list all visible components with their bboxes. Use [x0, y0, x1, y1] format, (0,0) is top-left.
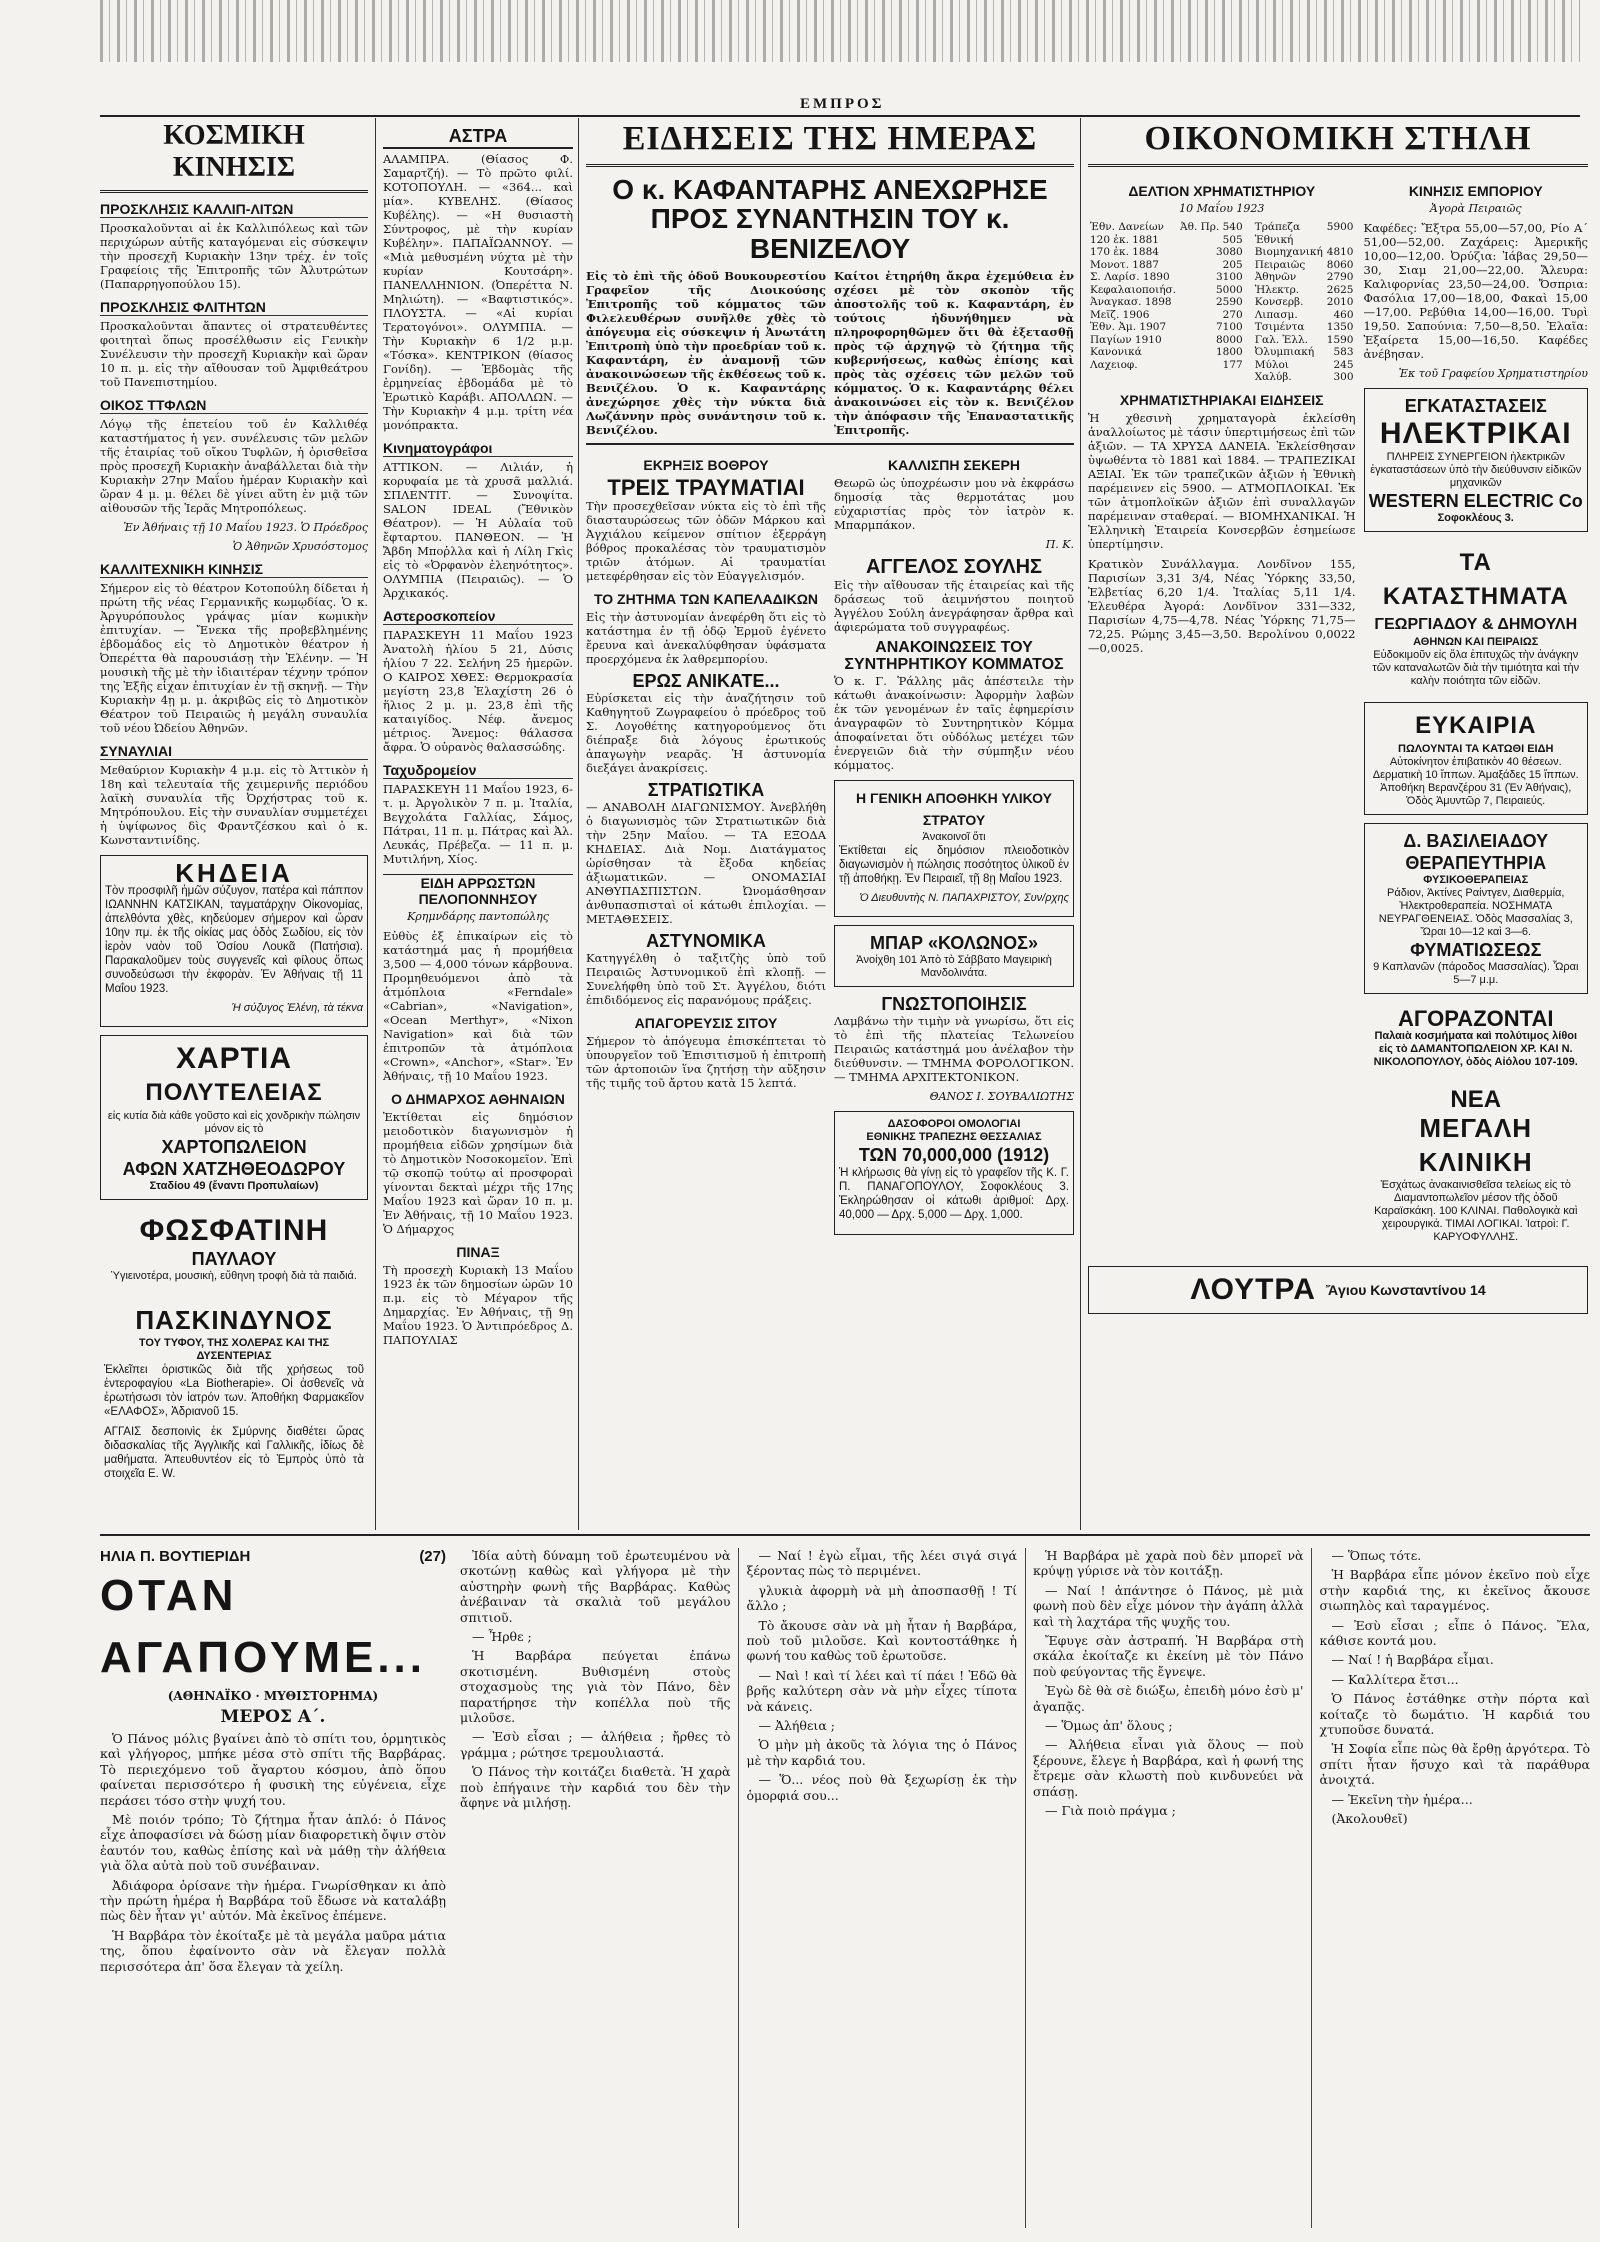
notice-text: Σήμερον εἰς τὸ θέατρον Κοτοπούλη δίδεται ἡ πρώτη τῆς νέας Γερμανικῆς κωμῳδίας. Ὁ κ. Ἀργυρόπουλος γράψας μίαν κωμικὴν ἐπιτυχίαν. — Ἔνεκα τῆς προβεβλημένης ἑβδομάδος εἰς τὸ Δημοτικὸν θέατρον ἡ Ὀπερέττα θὰ παρουσιάσῃ τὴν Ἑλένην. — Ἡ μουσικὴ τῆς μὲ τὴν ἰδιαιτέραν τέχνην τρόπον της Ἐξῆς εἶχαν ἐπιτυχίαν ἐν τῇ σκηνῇ. — Τὴν Κυριακὴν 4ῃ μ. μ. ἀκριβῶς εἰς τὸ Δημοτικὸν Θέατρον τοῦ Πειραιῶς ἡ μεγάλη συναυλία τοῦ νέου Ὠδείου Ἀθηνῶν. [100, 581, 368, 735]
ad-headline: ΘΕΡΑΠΕΥΤΗΡΙΑ [1405, 853, 1547, 873]
ad-shop: ΧΑΡΤΟΠΩΛΕΙΟΝ [161, 1137, 307, 1157]
notice-signature: Ὁ Ἀθηνῶν Χρυσόστομος [232, 540, 368, 553]
serial-intro [100, 1548, 446, 2228]
news-right [834, 449, 1074, 1242]
advertisement-paskindynos [100, 1297, 368, 1493]
serial-paragraph: — Ἐκεῖνη τὴν ἡμέρα... [1331, 1791, 1473, 1807]
bank-title: ΕΘΝΙΚΗΣ ΤΡΑΠΕΖΗΣ ΘΕΣΣΑΛΙΑΣ [866, 1130, 1042, 1143]
ad-headline: ΕΥΚΑΙΡΙΑ [1415, 712, 1537, 739]
rate-row [1253, 221, 1356, 246]
article-text: Λαμβάνω τὴν τιμὴν νὰ γνωρίσω, ὅτι εἰς τὸ ἐπὶ τῆς πλατείας Τελωνείου Πειραιῶς κατάστημά μου ἀνέλαβον τὴν διεύθυνσιν. — ΤΜΗΜΑ ΦΟΡΟΛΟΓΙΚΟΝ. — ΤΜΗΜΑ ΑΡΧΙΤΕΚΤΟΝΙΚΟΝ. [834, 1013, 1074, 1084]
rate-name: Χαλύβ. [1254, 371, 1292, 383]
article-title: ΤΟ ΖΗΤΗΜΑ ΤΩΝ ΚΑΠΕΛΑΔΙΚΩΝ [593, 591, 819, 608]
advertisement-bar [834, 925, 1074, 987]
article-signature: Π. Κ. [1045, 538, 1074, 552]
rate-name: 170 ἐκ. 1884 [1090, 246, 1159, 258]
serial-paragraph: Ἡ Βαρβάρα εἶπε μόνον ἐκεῖνο ποὺ εἶχε στὴν καρδιά της, κι ἐκεῖνος ἄκουσε σιωπηλὸς καὶ ταραγμένος. [1319, 1567, 1590, 1614]
rate-name: Μεῖζ. 1906 [1090, 308, 1150, 321]
serial-paragraph: Ὁ μὴν μὴ ἀκοῦς τὰ λόγια της ὁ Πάνος μὲ τὴν καρδιά του. [746, 1737, 1017, 1768]
rate-row [1253, 321, 1356, 334]
announcement-signature: Ὁ Διευθυντὴς Ν. ΠΑΠΑΧΡΙΣΤΟΥ, Συν/ρχης [859, 891, 1069, 904]
rate-name: 120 ἐκ. 1881 [1090, 233, 1159, 246]
serial-paragraph: — Ἀλήθεια εἶναι γιὰ ὅλους — ποὺ ξέρουνε, ἔλεγε ἡ Βαρβάρα, καὶ ἡ φωνή της ἔτρεμε σὰν κλωστὴ ποὺ κινδυνεύει νὰ σπάσῃ. [1033, 1737, 1304, 1799]
rate-row [1088, 284, 1245, 297]
article-text: Σήμερον τὸ ἀπόγευμα ἐπισκέπτεται τὸ ὑπουργεῖον τοῦ Ἐπισιτισμοῦ ἡ ἐπιτροπὴ τῶν ἀρτοποιῶν ἵνα ζητήσῃ τὴν αὔξησιν τῆς τιμῆς τοῦ ἄρτου κατὰ 15 λεπτά. [586, 1033, 826, 1090]
rate-value: 1350 [1326, 321, 1354, 333]
market-note: Ἐκ τοῦ Γραφείου Χρηματιστηρίου [1398, 367, 1588, 380]
article-title: ΚΑΛΛΙΣΠΗ ΣΕΚΕΡΗ [888, 457, 1020, 474]
column-rule [1080, 118, 1081, 1530]
rate-value: 3100 [1215, 271, 1243, 283]
rate-row [1253, 346, 1356, 359]
lead-story [586, 269, 1074, 443]
section-header-economy: ΟΙΚΟΝΟΜΙΚΗ ΣΤΗΛΗ [1088, 118, 1588, 167]
serial-paragraph: Ὁ Πάνος ἐστάθηκε στὴν πόρτα καὶ κοίταζε τὸ δωμάτιο. Ἡ καρδιά του χτυποῦσε δυνατά. [1319, 1691, 1590, 1738]
serial-columns [460, 1548, 1590, 2228]
advertisement-therapy [1364, 823, 1589, 994]
rate-name: Τσιμέντα [1254, 321, 1305, 333]
rate-value: 8060 [1326, 258, 1354, 271]
article-headline: ΓΝΩΣΤΟΠΟΙΗΣΙΣ [881, 993, 1027, 1014]
article-headline: ΑΓΓΕΛΟΣ ΣΟΥΛΗΣ [865, 556, 1043, 579]
advertisement-eukairia [1364, 702, 1589, 815]
section-header-kosmiki: ΚΟΣΜΙΚΗ ΚΙΝΗΣΙΣ [100, 118, 368, 193]
rate-row [1253, 259, 1356, 272]
notice-title: Ο ΔΗΜΑΡΧΟΣ ΑΘΗΝΑΙΩΝ [391, 1091, 565, 1107]
rates-table [1088, 221, 1245, 371]
serial-paragraph: — Ἐσὺ εἶσαι ; — ἀλήθεια ; ἤρθες τὸ γράμμα ; ρώτησε τρεμουλιαστά. [460, 1729, 731, 1760]
notice-text: Τὴ προσεχὴ Κυριακὴ 13 Μαΐου 1923 ἐκ τῶν δημοσίων ὡρῶν 10 π.μ. εἰς τὸ Μέγαρον τῆς Δημαρχίας. Ἐν Ἀθήναις, τῇ 9ῃ Μαΐου 1923. Ὁ Ἀντιπρόεδρος Δ. ΠΑΠΟΥΛΙΑΣ [383, 1263, 573, 1347]
market-title: ΚΙΝΗΣΙΣ ΕΜΠΟΡΙΟΥ [1408, 183, 1543, 199]
rate-value: 583 [1333, 346, 1354, 358]
serial-paragraph: Ἰδία αὐτὴ δύναμη τοῦ ἐρωτευμένου νὰ σκοτώνῃ καθὼς καὶ γλήγορα μὲ τὴν αὐστηρὴν φωνὴ τῆς Βαρβάρας. Καθὼς ἀνέβαιναν τὰ σκαλιὰ τοῦ μεγάλου σπιτιοῦ. [460, 1548, 731, 1625]
ad-text: Παλαιὰ κοσμήματα καὶ πολύτιμος λίθοι εἰς τὸ ΔΑΜΑΝΤΟΠΩΛΕΙΟΝ ΧΡ. ΚΑΙ Ν. ΝΙΚΟΛΟΠΟΥΛΟΥ, ὁδὸς Αἰόλου 107-109. [1373, 1030, 1578, 1068]
ad-subhead: ΦΥΣΙΚΟΘΕΡΑΠΕΙΑΣ [1423, 874, 1529, 886]
serial-paragraph: — Ὅπως τότε. [1331, 1548, 1422, 1563]
serial-paragraph: — Ναί ! ἡ Βαρβάρα εἶμαι. [1331, 1652, 1494, 1668]
ad-text: 9 Καπλανῶν (πάροδος Μασσαλίας). Ὧραι 5—7 μ.μ. [1373, 961, 1579, 986]
ad-text: Εὐθὺς ἐξ ἐπικαίρων εἰς τὸ κατάστημά μας ἡ προμήθεια 3,500 — 4,000 τόνων κάρβουνα. Προμηθευόμενοι ἀπὸ τὰ ἀτμόπλοια «Ferndale» «Cabrian», «Navigation», «Ocean Merthyr», «Nixon Navigation» καὶ διὰ τῶν ἐπιτροπῶν τὰ ἀτμόπλοια «Crown», «Anchor», «Star». Ἐν Ἀθήναις, τῇ 10 Μαΐου 1923. [383, 929, 573, 1083]
exchange-news-title: ΧΡΗΜΑΤΙΣΤΗΡΙΑΚΑΙ ΕΙΔΗΣΕΙΣ [1119, 391, 1324, 408]
rate-value: 7100 [1215, 321, 1243, 333]
serial-paragraph: (Ἀκολουθεῖ) [1331, 1811, 1408, 1827]
rate-row [1088, 359, 1245, 372]
ad-text: ΑΓΓΑΙΣ δεσποινὶς ἐκ Σμύρνης διαθέτει ὥρας διδασκαλίας τῆς Ἀγγλικῆς καὶ Γαλλικῆς, ἰδίως δὲ μαθήματα. Ἀπευθυντέον εἰς τὸ Ἐμπρὸς ὑπὸ τὰ στοιχεῖα Ε. W. [104, 1426, 364, 1480]
observatory-title: Αστεροσκοπείον [383, 608, 573, 625]
exchange-news-text: Ἡ χθεσινὴ χρηματαγορὰ ἐκλείσθη ἀναλλοίωτος μὲ τάσιν ὑπερτιμήσεως ἐπὶ τῶν ἀξιῶν. — ΤΑ ΧΡΥΣΑ ΔΑΝΕΙΑ. Ἐκλείσθησαν ὑψωθέντα τὸ 1881 καὶ 1884. — ΤΡΑΠΕΖΙΚΑΙ ΑΞΙΑΙ. Ἐκ τῶν τραπεζικῶν ἀξιῶν ἡ Ἐθνικὴ παρέμεινεν εἰς 5900. — ΑΤΜΟΠΛΟΙΚΑΙ. Ἐκ τῶν ἀτμοπλοϊκῶν ἀξιῶν ἐπὶ συναλλαγῶν παρέμειναν σταθεραί. — ΒΙΟΜΗΧΑΝΙΚΑΙ. Ἡ Ἐλληνικὴ Ἑταιρεία Κονσερβῶν ἐσημείωσε ὑπερτίμησιν. [1088, 410, 1356, 551]
rate-row [1253, 246, 1356, 259]
ad-headline: ΧΑΡΤΙΑ [175, 1042, 292, 1075]
ad-headline: ΛΟΥΤΡΑ [1190, 1273, 1316, 1306]
masthead [100, 0, 1580, 117]
ad-subhead: ΠΩΛΟΥΝΤΑΙ ΤΑ ΚΑΤΩΘΙ ΕΙΔΗ [1398, 743, 1554, 755]
rate-value: 4810 [1326, 246, 1354, 258]
ad-headline: ΗΛΕΚΤΡΙΚΑΙ [1379, 417, 1572, 450]
rate-row [1088, 334, 1245, 347]
rates-tables [1088, 221, 1356, 384]
rate-value: 2010 [1326, 296, 1354, 308]
rate-name: Γαλ. Ἐλλ. [1254, 333, 1308, 346]
advertisement-paper [100, 1035, 368, 1200]
ad-address: Σταδίου 49 (ἔναντι Προπυλαίων) [149, 1180, 319, 1192]
rate-row [1088, 271, 1245, 284]
rate-name: Τράπεζα Ἐθνική [1254, 221, 1301, 246]
notice-title: ΚΑΛΛΙΤΕΧΝΙΚΗ ΚΙΝΗΣΙΣ [100, 561, 368, 578]
rate-row [1253, 371, 1356, 384]
serial-paragraph: Τὸ ἄκουσε σὰν νὰ μὴ ἦταν ἡ Βαρβάρα, ποὺ τοῦ μιλοῦσε. Καὶ κοντοστάθηκε ἡ φωνή του καθὼς τοῦ ἐρωτοῦσε. [746, 1617, 1017, 1664]
ad-address: Ἄγιου Κωνσταντίνου 14 [1325, 1282, 1486, 1298]
ad-headline: ΦΩΣΦΑΤΙΝΗ [139, 1214, 329, 1247]
rate-value: 2590 [1215, 296, 1243, 308]
rate-row [1088, 259, 1245, 272]
serial-paragraph: — Καλλίτερα ἔτσι... [1331, 1671, 1459, 1687]
rate-row [1253, 284, 1356, 297]
rate-name: Ἠλεκτρ. [1254, 283, 1300, 296]
ad-subhead: ΕΓΚΑΤΑΣΤΑΣΕΙΣ [1404, 396, 1547, 416]
rate-name: Ἀναγκασ. 1898 [1090, 296, 1172, 308]
article-text: Κατηγγέλθη ὁ ταξιτζὴς ὑπὸ τοῦ Πειραιῶς Ἀστυνομικοῦ ἐπὶ κλοπῇ. — Συνελήφθη ὑπὸ τοῦ Στ. Ἀγγέλου, διότι ἐπιδιδόμενος εἰς παρανόμους πράξεις. [586, 950, 826, 1007]
ad-subhead: ΤΟΥ ΤΥΦΟΥ, ΤΗΣ ΧΟΛΕΡΑΣ ΚΑΙ ΤΗΣ ΔΥΣΕΝΤΕΡΙΑΣ [138, 1337, 330, 1362]
ad-company: WESTERN ELECTRIC Co [1368, 491, 1583, 511]
astra-header: ΑΣΤΡΑ [383, 126, 573, 149]
bank-notice [834, 1111, 1074, 1235]
serial-title: ΟΤΑΝ ΑΓΑΠΟΥΜΕ... [100, 1571, 427, 1682]
rates-table [1253, 221, 1356, 384]
rate-row [1088, 346, 1245, 359]
lead-text: Εἰς τὸ ἐπὶ τῆς ὁδοῦ Βουκουρεστίου Γραφεῖον τῆς Διοικούσης Ἐπιτροπῆς τοῦ κόμματος τῶν Φιλελευθέρων συνῆλθε χθὲς τὸ ἀπόγευμα εἰς σύσκεψιν ἡ Ἀνωτάτη Ἐπιτροπὴ ὑπὸ τὴν προεδρίαν τοῦ κ. Καφαντάρη, ἐν ἀναμονῇ τῶν ἀνακοινώσεων τῆς ἐκθέσεως τοῦ κ. Βενιζέλου. Ὁ κ. Καφαντάρης ἀνεχώρησε χθὲς τὴν νύκτα διὰ Λωζάννην πρὸς συνάντησιν τοῦ κ. Βενιζέλου. [586, 269, 826, 438]
notice-title: ΠΙΝΑΞ [456, 1244, 500, 1260]
section-header-news: ΕΙΔΗΣΕΙΣ ΤΗΣ ΗΜΕΡΑΣ [586, 118, 1074, 167]
article-text: — ΑΝΑΒΟΛΗ ΔΙΑΓΩΝΙΣΜΟΥ. Ἀνεβλήθη ὁ διαγωνισμὸς τῶν Στρατιωτικῶν διὰ τὴν 25ην Μαΐου. — ΤΑ ΕΞΟΔΑ ΚΗΔΕΙΑΣ. Διὰ Νομ. Διατάγματος ὡρίσθησαν τὰ ἔξοδα κηδείας ἀξιωματικῶν. — ΟΝΟΜΑΣΙΑΙ ΑΝΘΥΠΑΣΠΙΣΤΩΝ. Ὠνομάσθησαν ἀνθυπασπισταὶ οἱ κάτωθι ἐπιλοχίαι. — ΜΕΤΑΘΕΣΕΙΣ. [586, 800, 826, 927]
advertisement-clinic [1364, 1083, 1589, 1250]
rate-name: Ἀθηνῶν [1254, 271, 1297, 283]
right-column [1088, 118, 1588, 1528]
ad-headline: ΤΑ ΚΑΤΑΣΤΗΜΑΤΑ [1382, 549, 1569, 610]
serial-paragraph: — Ὅ... νέος ποὺ θὰ ξεχωρίσῃ ἐκ τὴν ὁμορφιά σου... [746, 1772, 1017, 1803]
article-text: Τὴν προσεχθεῖσαν νύκτα εἰς τὸ ἐπὶ τῆς διασταυρώσεως τῶν ὁδῶν Μάρκου καὶ Ἀγχιάλου κείμενον σπίτιον ἐξερράγη βόθρος προκαλέσας τὸν τραυματισμὸν τριῶν ἀτόμων. Αἱ τραυματίαι μετεφέρθησαν εἰς τὸν Εὐαγγελισμόν. [586, 499, 826, 584]
serial-paragraph: — Ναί ! ἐγὼ εἶμαι, τῆς λέει σιγά σιγά ξέροντας πὼς τὸ περιμένει. [746, 1548, 1017, 1579]
rate-row [1088, 221, 1245, 234]
center-column [586, 118, 1074, 1528]
serial-paragraph: γλυκιὰ ἀφορμὴ νὰ μὴ ἀποσπασθῇ ! Τί ἄλλο ; [746, 1582, 1017, 1614]
rates-date: 10 Μαΐου 1923 [1179, 202, 1265, 215]
serial-author: ΗΛΙΑ Π. ΒΟΥΤΙΕΡΙΔΗ [100, 1548, 251, 1565]
rate-value: 2790 [1326, 271, 1354, 283]
notice-title: ΠΡΟΣΚΛΗΣΙΣ ΦΛΙΤΗΤΩΝ [100, 299, 368, 316]
notice-text: Ἐκτίθεται εἰς δημόσιον μειοδοτικὸν διαγωνισμὸν ἡ προμήθεια εἰδῶν χρησίμων διὰ τὸ Δημοτικὸν Νοσοκομεῖον. Ἐπὶ τῷ σκοπῷ τούτῳ αἱ προσφοραὶ γίνονται δεκταὶ μέχρι τῆς 17ης Μαΐου 1923 καὶ ὥραν 10 π. μ. Ἐν Ἀθήναις, τῇ 10 Μαΐου 1923. Ὁ Δήμαρχος [383, 1110, 573, 1236]
rate-name: Ἐθν. Δανείων [1090, 221, 1164, 233]
rate-name: Κανονικά [1090, 346, 1142, 358]
ad-text: Αὐτοκίνητον ἐπιβατικὸν 40 θέσεων. Δερματικὴ 10 ἵππων. Ἀμαξάδες 15 ἵππων. Ἀποθήκη Βερανζέρου 31 (Ἐν Ἀθήναις), Ὁδὸς Ἀμυντῶρ 7, Πειραιεύς. [1372, 756, 1579, 807]
serial-paragraph: Ἀδιάφορα ὁρίσανε τὴν ἡμέρα. Γνωρίσθηκαν κι ἀπὸ τὴν πρώτη ἡμέρα ἡ Βαρβάρα τοῦ ἔδωσε νὰ καταλάβῃ πὼς δὲν ἦταν γι' αὐτόν. Μὰ ἐκεῖνος ἐπέμενε. [100, 1877, 446, 1924]
post-office-text: ΠΑΡΑΣΚΕΥΗ 11 Μαΐου 1923, 6-τ. μ. Ἀργολικὸν 7 π. μ. Ἰταλία, Βεγχολάτα Γαλλίας, Σάμος, Πάτραι, 11 π. μ. Πάτρας καὶ Ἀλ. Λευκάς, Πρέβεζα. — 11 π. μ. Μυτιλήνη, Χίος. [383, 782, 573, 866]
rate-name: Κονσερβ. [1254, 296, 1304, 308]
advertisement-fosfatini [100, 1208, 368, 1289]
article-text: Εὐρίσκεται εἰς τὴν ἀναζήτησιν τοῦ Καθηγητοῦ Ζωγραφείου ὁ πρόεδρος τοῦ Σ. Λογοθέτης κατηγορούμενος ὅτι διέπραξε διὰ λόγους ἐρωτικούς ἀπαγωγὴν νεαρᾶς. Ἡ ἀστυνομία διεξάγει ἀνακρίσεις. [586, 691, 826, 776]
ad-shop: ΑΦΩΝ ΧΑΤΖΗΘΕΟΔΩΡΟΥ [122, 1159, 346, 1179]
rate-value: Ἀθ. Πρ. 540 [1180, 221, 1243, 233]
news-left [586, 449, 826, 1242]
ad-address: Σοφοκλέους 3. [1437, 512, 1514, 524]
post-office-title: Ταχυδρομείον [383, 762, 573, 779]
rate-name: Ὀλυμπιακή [1254, 346, 1315, 358]
ad-text: Ἀνοίχθη 101 Ἀπὸ τὸ Σάββατο Μαγειρικὴ Μανδολινάτα. [856, 953, 1052, 979]
ad-subtitle: Κρημνδάρης παντοπώλης [407, 910, 549, 923]
article-headline: ΕΡΩΣ ΑΝΙΚΑΤΕ... [632, 671, 780, 692]
serial-paragraph: — Ἀλήθεια ; [758, 1718, 835, 1734]
economy-grid [1088, 175, 1588, 1258]
rate-value: 177 [1222, 358, 1243, 371]
rate-value: 1800 [1215, 346, 1243, 358]
news-grid [586, 443, 1074, 1242]
rate-row [1253, 334, 1356, 347]
rate-row [1253, 296, 1356, 309]
second-column [383, 118, 573, 1528]
ad-title: ΕΙΔΗ ΑΡΡΩΣΤΩΝ ΠΕΛΟΠΟΝΝΗΣΟΥ [383, 874, 573, 907]
rates-title: ΔΕΛΤΙΟΝ ΧΡΗΜΑΤΙΣΤΗΡΙΟΥ [1128, 183, 1316, 199]
rate-value: 300 [1333, 371, 1354, 383]
rate-name: Παγίων 1910 [1090, 333, 1162, 346]
article-headline: ΑΝΑΚΟΙΝΩΣΕΙΣ ΤΟΥ ΣΥΝΤΗΡΗΤΙΚΟΥ ΚΟΜΜΑΤΟΣ [844, 639, 1064, 673]
serial-paragraph: Ἔφυγε σὰν ἀστραπή. Ἡ Βαρβάρα στὴ σκάλα ἐκοίταζε κι ἐκείνη μὲ τὸν Πάνο ποὺ φεύγοντας τῆς ἔγνεψε. [1033, 1633, 1304, 1679]
serial-paragraph: Ὁ Πάνος μόλις βγαίνει ἀπὸ τὸ σπίτι του, ὁρμητικὸς καὶ γλήγορος, μπήκε μέσα στὸ σπίτι τῆς Βαρβάρας. Τὸ περιεχόμενο τοῦ ἄγαρτου κόσμου, ἀπὸ ὅπου φαίνεται περισσότερο ἡ φυσικὴ της εὐγένεια, εἶχε περάσει τόσο στὴν ψυχή του. [100, 1731, 446, 1808]
advertisement-buy [1364, 1002, 1589, 1075]
article-signature: ΘΑΝΟΣ Ι. ΣΟΥΒΑΛΙΩΤΗΣ [929, 1089, 1074, 1103]
ad-headline: ΝΕΑ [1450, 1086, 1502, 1113]
rate-value: 3080 [1215, 246, 1243, 258]
ad-text: Ὑγιεινοτέρα, μουσικὴ, εὔθηνη τροφὴ διὰ τὰ παιδιά. [111, 1270, 357, 1282]
announcement-text: Ἐκτίθεται εἰς δημόσιον πλειοδοτικὸν διαγωνισμὸν ἡ πώλησις ποσότητος ὑλικοῦ ἐν τῇ ἀποθήκῃ. Ἐν Πειραιεῖ, τῇ 8ῃ Μαΐου 1923. [839, 844, 1069, 885]
bank-title: ΔΑΣΟΦΟΡΟΙ ΟΜΟΛΟΓΙΑΙ [887, 1117, 1021, 1130]
serial-paragraph: — Ἦρθε ; [472, 1629, 532, 1645]
serial-paragraph: Ἡ Βαρβάρα μὲ χαρὰ ποὺ δὲν μπορεῖ νὰ κρύψῃ γύρισε νὰ τὸν κοιτάξῃ. [1033, 1548, 1304, 1579]
serial-paragraph: — Ὅμως ἀπ' ὅλους ; [1045, 1718, 1173, 1734]
announcement-title: Η ΓΕΝΙΚΗ ΑΠΟΘΗΚΗ ΥΛΙΚΟΥ ΣΤΡΑΤΟΥ [856, 789, 1052, 828]
ad-text: ΠΛΗΡΕΙΣ ΣΥΝΕΡΓΕΙΟΝ ἠλεκτρικῶν ἐγκαταστάσεων ὑπὸ τὴν διεύθυνσιν εἰδικῶν μηχανικῶν [1370, 451, 1582, 489]
advertisement-baths [1088, 1266, 1588, 1314]
serial-paragraph: — Ναὶ ! καὶ τί λέει καὶ τί πάει ! Ἑδῶ θὰ βρῆς καλύτερη σὰν νὰ μὴν εἶχες τίποτα νὰ κάνεις. [746, 1667, 1017, 1714]
serial-text [100, 1731, 446, 1974]
article-text: Ὁ κ. Γ. Ῥάλλης μᾶς ἀπέστειλε τὴν κάτωθι ἀνακοίνωσιν: Ἀφορμὴν λαβὼν ἐκ τῶν γενομένων ἐν ταῖς ἐφημερίσιν ἀναγραφῶν τὸ Συντηρητικὸν Κόμμα ἀποφαίνεται ὅτι οὐδόλως μετέχει τῶν ἐνεργειῶν διὰ τὴν σύμπηξιν νέου κόμματος. [834, 673, 1074, 772]
rate-name: Κεφαλαιοποιήσ. [1090, 283, 1177, 296]
serial-paragraph: Ἡ Σοφία εἶπε πὼς θὰ ἔρθῃ ἀργότερα. Τὸ σπίτι ἦταν ἥσυχο καὶ τὰ παράθυρα ἀνοιχτά. [1319, 1741, 1590, 1788]
notice-title: ΟΙΚΟΣ ΤΤΦΛΩΝ [100, 397, 368, 414]
rate-name: Πειραιῶς [1254, 258, 1306, 271]
market-text: Καφέδες: Ἔξτρα 55,00—57,00, Ρίο Α΄ 51,00—52,00. Ζαχάρεις: Ἀμερικῆς 10,00—12,00. Ὀρύζια: Ἰάβας 29,50—30, Σιαμ 21,00—22,00. Ἄλευρα: Καλιφορνίας 23,50—24,00. Ὄσπρια: Φασόλια 17,00—18,00, Φακαὶ 15,00—17,00. Ρεβύθια 14,00—16,00. Τυρὶ 19,50. Σαπούνια: 7,50—8,50. Ἐλαῖα: Ἐξαίρετα 15,00—16,50. Καφέδες ἀνέβησαν. [1363, 221, 1588, 361]
rate-value: 5000 [1215, 283, 1243, 296]
market-and-ads [1364, 175, 1589, 1258]
rate-row [1253, 271, 1356, 284]
rate-name: Λαχειοφ. [1090, 358, 1138, 371]
exchange-news-text: Κρατικὸν Συνάλλαγμα. Λονδῖνον 155, Παρισίων 3,31 3/4, Νέας Ὑόρκης 33,50, Ἑλβετίας 6,20 1/4. Ἰταλίας 5,11 1/4. Ἐλευθέρα Ἀγορά: Λονδῖνον 331—332, Παρισίων 4,75—4,78. Νέας Ὑόρκης 71,75—72,25. Ρώμης 3,45—3,50. Βερολίνου 0,0022—0,0025. [1088, 556, 1356, 655]
rate-row [1253, 309, 1356, 322]
serial-paragraph: — Γιὰ ποιὸ πράγμα ; [1045, 1803, 1176, 1819]
rate-value: 245 [1333, 358, 1354, 371]
section-rule [100, 1534, 1590, 1536]
serial-paragraph: — Ναί ! ἀπάντησε ὁ Πάνος, μὲ μιὰ φωνὴ ποὺ δὲν εἶχε μόνον τὴν ἀγάπη ἀλλὰ καὶ τὴ λαχτάρα τῆς ψυχῆς του. [1033, 1582, 1304, 1629]
ad-subhead: ΑΘΗΝΩΝ ΚΑΙ ΠΕΙΡΑΙΩΣ [1413, 636, 1539, 648]
rate-name: Μύλοι [1254, 358, 1289, 371]
rate-value: 2625 [1326, 283, 1354, 296]
article-text: Εἰς τὴν ἀστυνομίαν ἀνεφέρθη ὅτι εἰς τὸ κατάστημα ἐν τῇ ὁδῷ Ἑρμοῦ ἐγένετο ἔρευνα καὶ ἀνεκαλύφθησαν ὑφάσματα προερχόμενα ἐκ λαθρεμπορίου. [586, 610, 826, 667]
lead-text: Καίτοι ἐτηρήθη ἄκρα ἐχεμύθεια ἐν σχέσει μὲ τὸν σκοπὸν τῆς ἀποστολῆς τοῦ κ. Καφαντάρη, ἐν τούτοις ἠδυνήθημεν νὰ πληροφορηθῶμεν ὅτι θὰ ἐξετασθῇ πρὸς τῷ ἀρχηγῷ τὸ ζήτημα τῆς κυβερνήσεως, καθὼς ἐπίσης καὶ πρὸς τὰς σχέσεις τῶν μελῶν τοῦ κόμματος. Ὁ κ. Καφαντάρης θέλει ἀνακοινώσει εἰς τὸν κ. Βενιζέλον τὴν ἀπόφασιν τῆς Ἐπαναστατικῆς Ἐπιτροπῆς. [834, 269, 1074, 438]
notice-text: Λόγῳ τῆς ἑπετείου τοῦ ἐν Καλλιθέᾳ καταστήματος ἡ γεν. συνέλευσις τῶν μελῶν τῆς ἐταιρίας τοῦ οἴκου Τυφλῶν, ἡ ὁρισθεῖσα πρὸς προσεχῆ Κυριακὴν ἀναβάλλεται διὰ τὴν Κυριακὴν 27ην Μαΐου ἡμέραν Κυριακὴν καὶ ὥραν 4 μ. μ. θέλει δὲ γίνει αὕτη ἐν μιᾷ τῶν αἰθουσῶν τῆς Ἱερᾶς Μητροπόλεως. [100, 417, 368, 515]
cinema-text: ΑΤΤΙΚΟΝ. — Λιλιάν, ἡ κορυφαία με τὰ χρυσᾶ μαλλιά. ΣΠΛΕΝΤΙΤ. — Συνοψίτα. SALON IDEAL (Ἔθνικὸν Θέατρον). — Ἡ Αὐλαία τοῦ ἔφταρτου. ΠΑΝΘΕΟΝ. — Ἡ Ἄβδη Μποῤλλα καὶ ἡ Λίλη Γκὶς εἰς τὸ «Ὀρφανὸν ἐλεηνότητος». ΟΛΥΜΠΙΑ (Πειραιῶς). — Ὁ Ἀρχικακός. [383, 460, 573, 600]
notice-text: Προσκαλοῦνται αἱ ἐκ Καλλιπόλεως καὶ τῶν περιχώρων αὐτῆς καταγόμεναι εἰς σύσκεψιν τὴν προσεχῆ Κυριακὴν 13ην τρέχ. ἐν τοῖς Γραφείοις τῆς Ἑπιτροπῆς τῶν Ἀλυτρώτων (Παπαρρηγοπούλου 15). [100, 221, 368, 291]
rate-name: Λιπασμ. [1254, 308, 1298, 321]
serial-number: (27) [419, 1548, 446, 1565]
rate-row [1253, 359, 1356, 372]
column-rule [375, 118, 376, 1530]
rate-row [1088, 246, 1245, 259]
article-headline: ΑΣΤΥΝΟΜΙΚΑ [646, 931, 766, 952]
article-headline: ΤΡΕΙΣ ΤΡΑΥΜΑΤΙΑΙ [607, 475, 805, 501]
rate-row [1088, 234, 1245, 247]
rate-row [1088, 309, 1245, 322]
serial-paragraph: Ἐγὼ δὲ θὰ σὲ διώξω, ἐπειδὴ μόνο ἐσὺ μ' ἀγαπᾷς. [1033, 1683, 1304, 1714]
notice-title: ΠΡΟΣΚΛΗΣΙΣ ΚΑΛΛΙΠ-ΛΙΤΩΝ [100, 201, 368, 218]
rate-value: 505 [1222, 233, 1243, 246]
market-subtitle: Ἀγορὰ Πειραιῶς [1429, 202, 1522, 215]
article-title: ΕΚΡΗΞΙΣ ΒΟΘΡΟΥ [643, 457, 769, 474]
bank-text: Ἡ κλήρωσις θὰ γίνῃ εἰς τὸ γραφεῖον τῆς Κ. Γ. Π. ΠΑΝΑΓΟΠΟΥΛΟΥ, Σοφοκλέους 3. Ἐκληρώθησαν οἱ κάτωθι ἀριθμοί: Δρχ. 40,000 — Δρχ. 5,000 — Δρχ. 1,000. [839, 1166, 1069, 1221]
announcement-subtitle: Ἀνακοινοῖ ὅτι [922, 830, 986, 843]
ad-headline: ΠΑΣΚΙΝΔΥΝΟΣ [135, 1305, 333, 1335]
left-column [100, 118, 368, 1528]
notice-text: Μεθαύριον Κυριακὴν 4 μ.μ. εἰς τὸ Ἀττικὸν ἡ 18η καὶ τελευταία τῆς χειμερινῆς περιόδου λαϊκὴ συναυλία τῆς Ὀρχήστρας τοῦ κ. Μητρόπουλου. Εἰς τὴν συναυλίαν συμμετέχει ἡ ὑψίφωνος δὶς Φραντζέσκου καὶ ὁ κ. Κωνσταντινίδης. [100, 763, 368, 847]
ad-headline: ΠΟΛΥΤΕΛΕΙΑΣ [145, 1079, 323, 1106]
column-rule [578, 118, 579, 1530]
announcement-box [834, 780, 1074, 917]
serial-paragraph: Ἡ Βαρβάρα τὸν ἐκοίταξε μὲ τὰ μεγάλα μαῦρα μάτια της, ὅπου ἐφαίνοντο σὰν νὰ ἔλεγαν πολλὰ περισσότερα ἀπ' ὅσα ἔλεγαν τὰ χείλη. [100, 1927, 446, 1974]
serial-byline [100, 1548, 446, 1565]
article-title: ΑΠΑΓΟΡΕΥΣΙΣ ΣΙΤΟΥ [634, 1014, 778, 1031]
ad-text: Εὐδοκιμοῦν εἰς ὅλα ἐπιτυχῶς τὴν ἀνάγκην τῶν καταναλωτῶν διὰ τὴν τιμιότητα καὶ τὴν καλὴν ποιότητα τῶν εἰδῶν. [1372, 649, 1580, 687]
rate-row [1088, 296, 1245, 309]
lead-headline: ΠΡΟΣ ΣΥΝΑΝΤΗΣΙΝ ΤΟΥ κ. ΒΕΝΙΖΕΛΟΥ [650, 203, 1010, 264]
advertisement-electric [1364, 388, 1589, 532]
rate-name: Ἐθν. Ἀμ. 1907 [1090, 321, 1167, 333]
article-headline: ΣΤΡΑΤΙΩΤΙΚΑ [647, 780, 765, 801]
rate-name: Μονοτ. 1887 [1090, 258, 1159, 271]
serial-part: ΜΕΡΟΣ Α΄. [220, 1707, 326, 1727]
notice-title: ΣΥΝΑΥΛΙΑΙ [100, 743, 368, 760]
serial-paragraph: — Ἐσὺ εἶσαι ; εἶπε ὁ Πάνος. Ἔλα, κάθισε κοντά μου. [1319, 1617, 1590, 1649]
serial-subtitle: (ΑΘΗΝΑΪΚΟ · ΜΥΘΙΣΤΟΡΗΜΑ) [167, 1689, 379, 1703]
article-text: Θεωρῶ ὡς ὑποχρέωσιν μου νὰ ἐκφράσω δημοσίᾳ τὰς θερμοτάτας μου εὐχαριστίας πρὸς τὸν ἰατρὸν κ. Μπαρμπάκον. [834, 476, 1074, 533]
rate-row [1088, 321, 1245, 334]
obituary-box [100, 855, 368, 1027]
advertisement-stores [1364, 540, 1589, 694]
cinema-title: Κινηματογράφοι [383, 440, 573, 457]
obituary-signature: Ἡ σύζυγος Ἑλένη, τὰ τέκνα [231, 1002, 363, 1014]
ad-text: Ἐσχάτως ἀνακαινισθεῖσα τελείως εἰς τὸ Διαμαντοπωλεῖον μέσον τῆς ὁδοῦ Καραϊσκάκη. 100 ΚΛΙΝΑΙ. Παθολογικὰ καὶ χειρουργικά. ΤΙΜΑΙ ΛΟΓΙΚΑΙ. Ἰατροὶ: Γ. ΚΑΡΥΟΦΥΛΛΗΣ. [1374, 1179, 1578, 1243]
serial-paragraph: Μὲ ποιόν τρόπο; Τὸ ζήτημα ἦταν ἀπλό: ὁ Πάνος εἶχε ἀποφασίσει νὰ δώσῃ μίαν διαφορετικὴ ὄψιν στὸν ἑαυτόν του, καθὼς ἐπίσης καὶ νὰ μάθῃ τὴν ἀλήθεια γιὰ ὅλα αὐτὰ ποὺ τοῦ συνέβαιναν. [100, 1812, 446, 1874]
rate-value: 460 [1333, 308, 1354, 321]
ad-headline: ΦΥΜΑΤΙΩΣΕΩΣ [1410, 940, 1542, 960]
ad-subhead: ΠΑΥΛΑΟΥ [191, 1249, 277, 1269]
ad-headline: ΜΠΑΡ «ΚΟΛΩΝΟΣ» [870, 932, 1038, 953]
ad-headline: ΑΓΟΡΑΖΟΝΤΑΙ [1398, 1006, 1554, 1031]
astra-text: ΑΛΑΜΠΡΑ. (Θίασος Φ. Σαμαρτζή). — Τὸ πρῶτο φιλί. ΚΟΤΟΠΟΥΛΗ. — «364... καὶ μία». ΚΥΒΕΛΗΣ. (Θίασος Κυβέλης). — «Η θυσιαστὴ Σύντροφος, μὲ τὴν κυρίαν Κυβέλην». ΠΑΠΑΪΩΑΝΝΟΥ. — «Μιὰ μεθυσμένη νύχτα μὲ τὴν κυρίαν Κουτσάρη». ΠΑΝΕΛΛΗΝΙΟΝ. (Ὀπερέττα Ν. Μηλιώτη). — «Βαφτιστικός». ΠΛΟΥΣΤΑ. — «Αἱ κυρίαι Τερατογόνοι». ΟΛΥΜΠΙΑ. — Τὴν Κυριακὴν 6 1/2 μ.μ. «Τόσκα». ΚΕΝΤΡΙΚΟΝ (θίασος Γονίδη). — Ἑβδομὰς τῆς ἐρμηνείας ἐβδομάδα μὲ τὸ Ἐρωτικὸ Καράβι. ΑΠΟΛΛΩΝ. — Τὴν Κυριακὴν 4 μ.μ. τρίτη νέα μονόπρακτα. [383, 152, 573, 432]
masthead-decoration [100, 0, 1580, 62]
ad-headline: ΜΕΓΑΛΗ ΚΛΙΝΙΚΗ [1418, 1113, 1533, 1177]
article-text: Εἰς τὴν αἴθουσαν τῆς ἑταιρείας καὶ τῆς δράσεως τοῦ ἀειμνήστου ποιητοῦ Ἀγγέλου Σούλη ἀνεγράφησαν ἄρθρα καὶ ἀφιερώματα τοῦ συγγραφέως. [834, 578, 1074, 635]
bank-amount: ΤΩΝ 70,000,000 (1912) [858, 1144, 1050, 1165]
stock-exchange [1088, 175, 1356, 1258]
rate-value: 5900 [1326, 221, 1354, 233]
ad-headline: Δ. ΒΑΣΙΛΕΙΑΔΟΥ [1403, 831, 1549, 851]
notice-signature: Ἐν Ἀθήναις τῇ 10 Μαΐου 1923. Ὁ Πρόεδρος [123, 521, 368, 534]
rate-value: 8000 [1215, 333, 1243, 346]
rate-value: 270 [1222, 308, 1243, 321]
serial-paragraph: Ἡ Βαρβάρα πεύγεται ἐπάνω σκοτισμένη. Βυθισμένη στοὺς στοχασμοὺς της γιὰ τὸν Πάνο, δὲν παρατήρησε τὴν κοπέλλα ποὺ τῆς μιλοῦσε. [460, 1648, 731, 1726]
rate-name: Βιομηχανική [1254, 246, 1323, 258]
serial-novel [100, 1548, 1590, 2228]
lead-headline: Ο κ. ΚΑΦΑΝΤΑΡΗΣ ΑΝΕΧΩΡΗΣΕ [612, 174, 1048, 205]
rate-name: Σ. Λαρίσ. 1890 [1090, 271, 1170, 283]
observatory-text: ΠΑΡΑΣΚΕΥΗ 11 Μαΐου 1923 Ἀνατολὴ ἡλίου 5 21, Δύσις ἡλίου 7 22. Σελήνη 25 ἡμερῶν. Ο ΚΑΙΡΟΣ ΧΘΕΣ: Θερμοκρασία μεγίστη 23,8 Ἐλαχίστη 26 ὁ ἥλιος 2 μ. μ. 23,8 ἐπὶ τῆς καταιγίδος. Νέφ. ἄνεμος μέτριος. Ἄνεμος: θάλασσα ἄφρα. Ὁ οὐρανὸς θαλασσώδης. [383, 628, 573, 754]
rate-value: 1590 [1326, 333, 1354, 346]
newspaper-name: ΕΜΠΡΟΣ [800, 96, 885, 112]
rate-value: 205 [1222, 258, 1243, 271]
ad-text: εἰς κυτία διὰ κάθε γοῦστο καὶ εἰς χονδρικὴν πώλησιν μόνον εἰς τὸ [107, 1110, 361, 1135]
ad-subhead: ΓΕΩΡΓΙΑΔΟΥ & ΔΗΜΟΥΛΗ [1374, 616, 1578, 633]
serial-paragraph: Ὁ Πάνος τὴν κοιτάζει διαθετὰ. Ἡ χαρὰ ποὺ ἐπήγαινε τὴν καρδιά του δὲν τὴν ἄφηνε νὰ μιλήσῃ. [460, 1764, 731, 1811]
ad-text: Ράδιον, Ἀκτίνες Ραίντγεν, Διαθερμία, Ἠλεκτροθεραπεία. ΝΟΣΗΜΑΤΑ ΝΕΥΡΑΓΘΕΝΕΙΑΣ. Ὁδὸς Μασσαλίας 3, Ὥραι 10—12 καὶ 3—6. [1378, 887, 1573, 938]
notice-text: Προσκαλοῦνται ἅπαντες οἱ στρατευθέντες φοιτηταὶ ὅπως προσέλθωσιν εἰς Γενικὴν Συνέλευσιν τὴν προσεχῆ Κυριακὴν καὶ ὥραν 10 π. μ. εἰς τὴν αἴθουσαν τοῦ Ἀμφιθεάτρου τοῦ Πανεπιστημίου. [100, 319, 368, 389]
ad-text: Ἐκλεῖπει ὁριστικῶς διὰ τῆς χρήσεως τοῦ ἐντεροφαγίου «La Biotherapie». Οἱ ἀσθενεῖς νὰ ἐρωτήσωσι τὸν ἰατρόν των. Ἀποθήκη Φαρμακεῖον «ΕΛΑΦΟΣ», Ἀδριανοῦ 15. [104, 1364, 364, 1418]
obituary-text: Τὸν προσφιλῆ ἡμῶν σύζυγον, πατέρα καὶ πάππον ΙΩΑΝΝΗΝ ΚΑΤΣΙΚΑΝ, ταγματάρχην Οἰκονομίας, ἀπελθόντα χθὲς, κηδεύομεν σήμερον καὶ ὥραν 10ην πμ. ἐκ τῆς οἰκίας μας ὁδὸς Σωδίου, εἰς τὸν ἱερὸν ναὸν τοῦ Ὁσίου Λουκᾶ (Πατήσια). Παρακαλοῦμεν τοὺς συγγενεῖς καὶ φίλους ὅπως συνοδεύσωσι τὴν ἐκφορὰν. Ἐν Ἀθήναις τῇ 11 Μαΐου 1923. [105, 885, 363, 995]
obituary-title: ΚΗΔΕΙΑ [175, 858, 293, 888]
